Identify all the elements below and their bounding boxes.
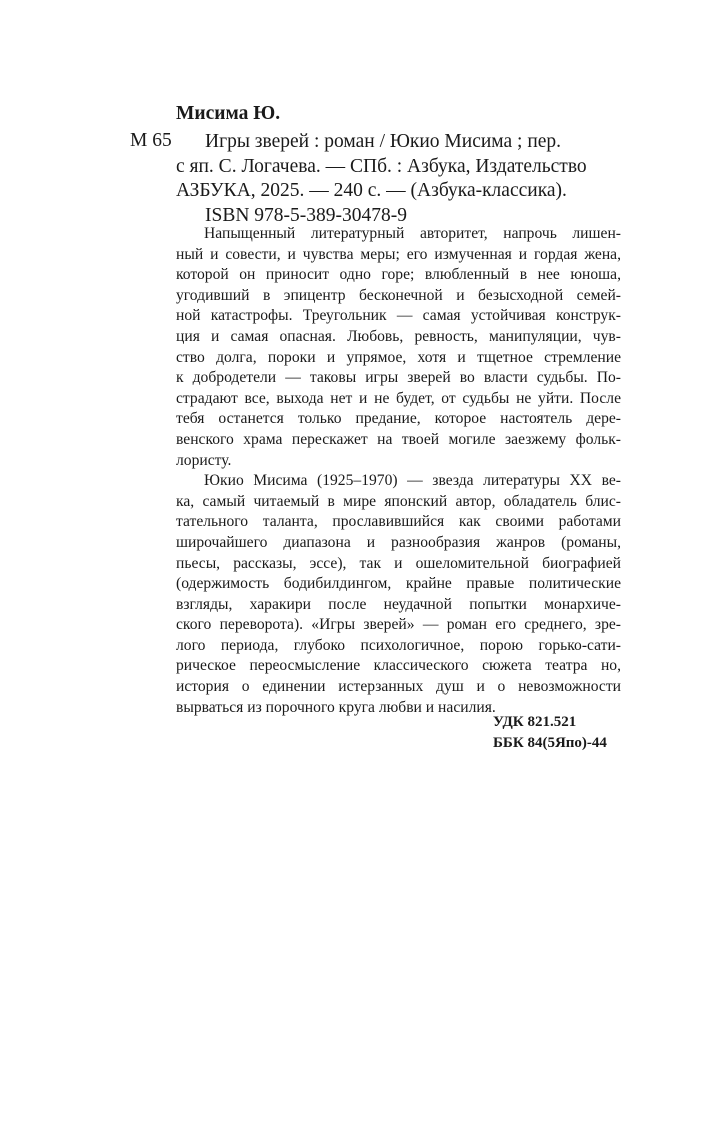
annotation-line: Напыщенный литературный авторитет, напрочь лишен- bbox=[204, 225, 621, 242]
annotation-line: рическое переосмысление классического сюжета театра но, bbox=[176, 657, 621, 675]
annotation-line: ной катастрофы. Треугольник — самая устойчивая конструк- bbox=[176, 307, 621, 325]
annotation-line: тательного таланта, прославившийся как своими работами bbox=[176, 513, 621, 531]
annotation-line: ского переворота). «Игры зверей» — роман его среднего, зре- bbox=[176, 616, 621, 634]
biblio-line-publisher: АЗБУКА, 2025. — 240 с. — (Азбука-классика). bbox=[176, 180, 567, 201]
annotation-line: широчайшего диапазона и разнообразия жанров (романы, bbox=[176, 533, 621, 551]
annotation-line: страдают все, выхода нет и не будет, от судьбы не уйти. После bbox=[176, 389, 621, 407]
annotation-line: к добродетели — таковы игры зверей во власти судьбы. По- bbox=[176, 369, 621, 387]
annotation-line: история о единении истерзанных душ и о невозможности bbox=[176, 678, 621, 696]
annotation-line: пьесы, рассказы, эссе), так и ошеломительной биографией bbox=[176, 554, 621, 572]
annotation-line: угодивший в эпицентр бесконечной и безысходной семей- bbox=[176, 286, 621, 304]
udk-code: УДК 821.521 bbox=[493, 714, 577, 730]
bbk-code: ББК 84(5Япо)-44 bbox=[493, 735, 607, 751]
annotation-line: Юкио Мисима (1925–1970) — звезда литературы XX ве- bbox=[204, 472, 621, 490]
catalog-index: М 65 bbox=[130, 130, 172, 151]
annotation-line: лористу. bbox=[176, 451, 232, 469]
annotation-line: взгляды, харакири после неудачной попытки монархиче- bbox=[176, 595, 621, 613]
annotation-line: вырваться из порочного круга любви и насилия. bbox=[176, 698, 496, 716]
classification-codes bbox=[493, 712, 607, 754]
author-heading: Мисима Ю. bbox=[176, 103, 281, 124]
annotation-line: ный и совести, и чувства меры; его измученная и гордая жена, bbox=[176, 245, 621, 263]
annotation-line: (одержимость бодибилдингом, крайне правые политические bbox=[176, 575, 621, 593]
annotation-line: которой он приносит одно горе; влюбленный в нее юноша, bbox=[176, 266, 621, 284]
biblio-line-isbn: ISBN 978-5-389-30478-9 bbox=[205, 204, 408, 226]
annotation-line: венского храма перескажет на твоей могиле заезжему фольк- bbox=[176, 430, 621, 448]
annotation-line: ция и самая опасная. Любовь, ревность, манипуляции, чув- bbox=[176, 327, 621, 345]
annotation-line: ство долга, пороки и упрямое, хотя и тщетное стремление bbox=[176, 348, 621, 366]
biblio-line-translator: с яп. С. Логачева. — СПб. : Азбука, Издательство bbox=[176, 155, 587, 177]
annotation-line: ка, самый читаемый в мире японский автор, обладатель блис- bbox=[176, 492, 621, 510]
biblio-line-title: Игры зверей : роман / Юкио Мисима ; пер. bbox=[205, 131, 562, 152]
annotation bbox=[176, 224, 621, 718]
annotation-line: лого периода, глубоко психологичное, порою горько-сати- bbox=[176, 636, 621, 654]
annotation-line: тебя останется только предание, которое настоятель дере- bbox=[176, 410, 621, 428]
